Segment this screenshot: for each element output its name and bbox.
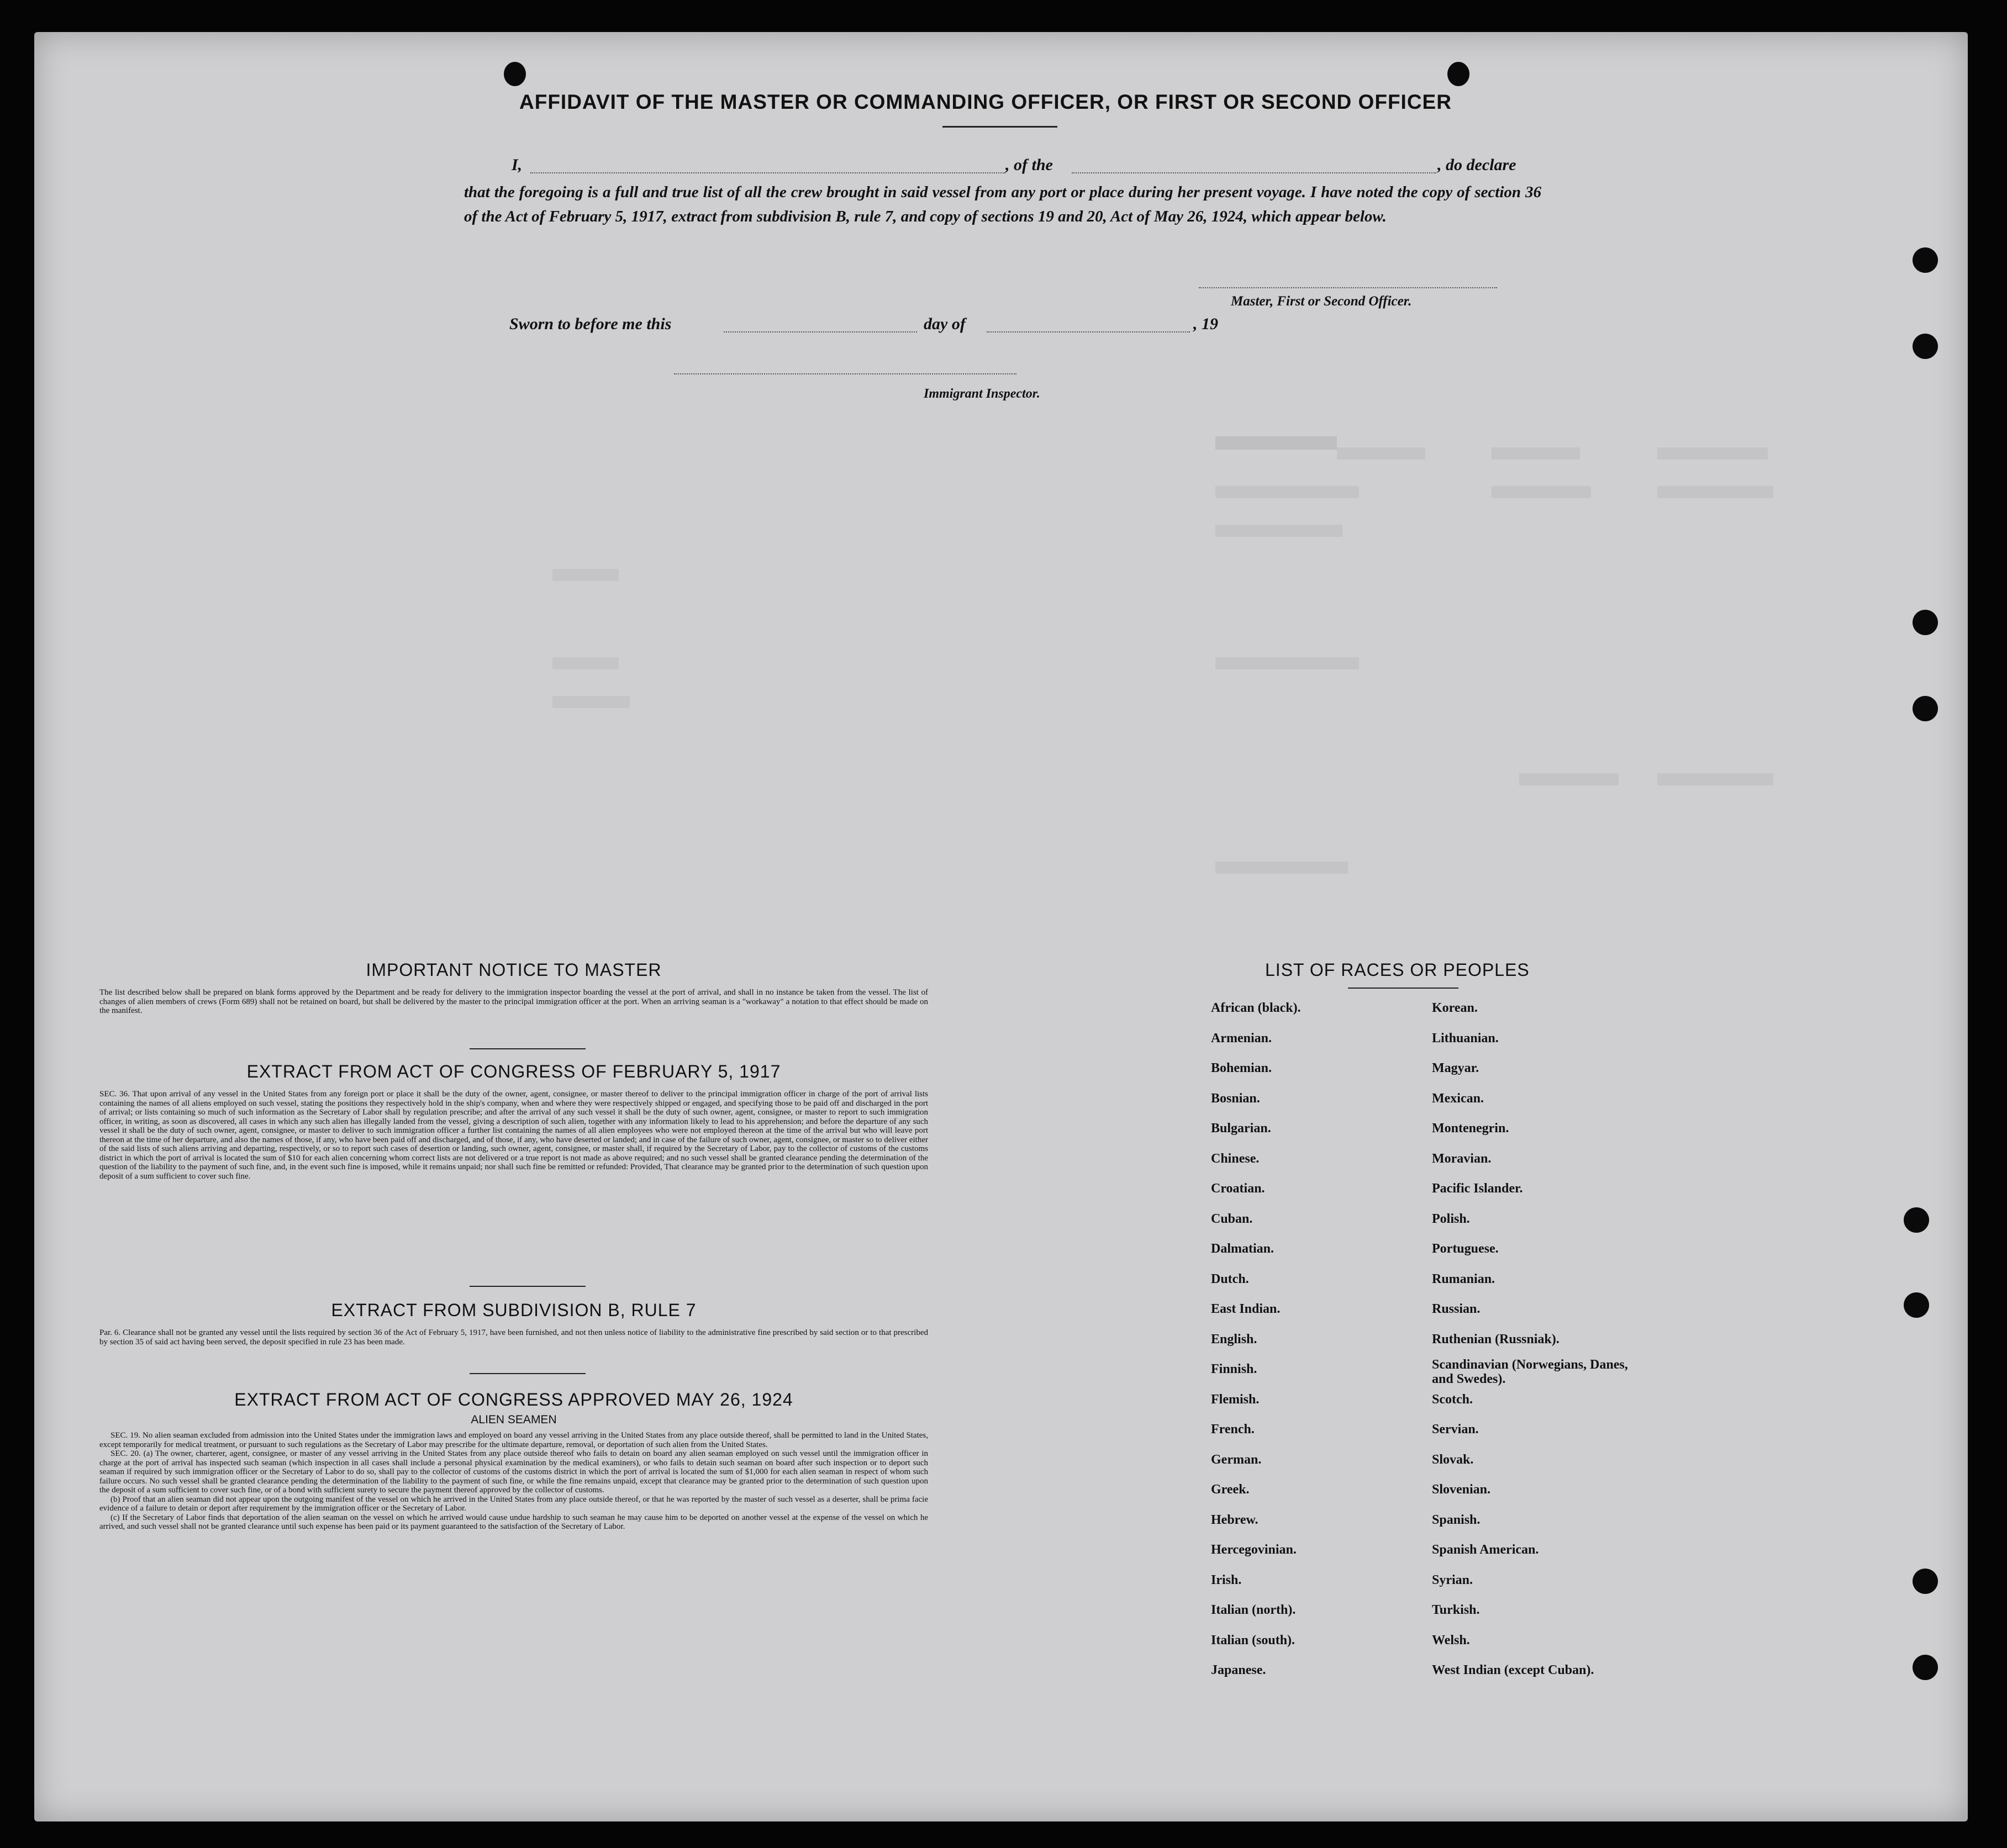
- divider: [1348, 988, 1458, 989]
- sworn-label: Sworn to before me this: [509, 315, 672, 333]
- race-item: Korean.: [1432, 1001, 1478, 1015]
- race-item: Armenian.: [1211, 1031, 1272, 1046]
- year-label: , 19: [1193, 315, 1218, 333]
- affidavit-title: AFFIDAVIT OF THE MASTER OR COMMANDING OFFICER, OR FIRST OR SECOND OFFICER: [519, 91, 1452, 113]
- document-page: [34, 32, 1968, 1821]
- binder-hole: [1913, 1569, 1938, 1594]
- race-item: Servian.: [1432, 1422, 1479, 1437]
- race-item: Croatian.: [1211, 1181, 1265, 1196]
- race-item: Moravian.: [1432, 1151, 1492, 1166]
- divider: [470, 1373, 586, 1374]
- race-item: Dutch.: [1211, 1271, 1249, 1286]
- race-item: Chinese.: [1211, 1151, 1260, 1166]
- race-item: Cuban.: [1211, 1211, 1253, 1226]
- race-item: Hercegovinian.: [1211, 1543, 1297, 1557]
- day-of-label: day of: [924, 315, 966, 333]
- race-item: English.: [1211, 1332, 1257, 1347]
- race-item: Flemish.: [1211, 1392, 1260, 1407]
- inspector-signature-label: Immigrant Inspector.: [924, 387, 1040, 401]
- race-item: Italian (south).: [1211, 1633, 1295, 1648]
- master-signature-line[interactable]: [1199, 287, 1497, 288]
- race-item: West Indian (except Cuban).: [1432, 1663, 1594, 1677]
- binder-hole: [1913, 1655, 1938, 1680]
- extract-1917-section: [99, 1062, 928, 1181]
- rule7-section: [99, 1300, 928, 1347]
- race-item: Spanish.: [1432, 1512, 1481, 1527]
- race-item: French.: [1211, 1422, 1255, 1437]
- extract-1917-title: EXTRACT FROM ACT OF CONGRESS OF FEBRUARY 5, 1917: [246, 1062, 781, 1081]
- race-item: Polish.: [1432, 1211, 1470, 1226]
- sec-20b-text: (b) Proof that an alien seaman did not appear upon the outgoing manifest of the vessel on which he arrived in the United States from any place outside thereof, or that he was reported by the master of such vessel as a deserter, shall be prima facie evidence of a failure to detain or deport after requirement by the immigration officer or the Secretary of Labor.: [99, 1495, 928, 1513]
- binder-hole: [1904, 1292, 1929, 1318]
- sworn-month-line[interactable]: [987, 331, 1190, 332]
- notice-text: The list described below shall be prepared on blank forms approved by the Department and be ready for delivery to the immigration inspector boarding the vessel at the port of arrival, and shall in no instance be taken from the vessel. The list of changes of alien members of crews (Form 689) shall not be retained on board, but shall be delivered by the master to the principal immigration officer at the port. When an arriving seaman is a "workaway" a notation to that effect should be made on the manifest.: [99, 988, 928, 1015]
- do-declare-label: , do declare: [1437, 156, 1516, 174]
- race-item: Scotch.: [1432, 1392, 1473, 1407]
- race-item: Greek.: [1211, 1482, 1250, 1497]
- race-item: Russian.: [1432, 1302, 1481, 1316]
- race-item: Japanese.: [1211, 1663, 1266, 1677]
- race-item: Bulgarian.: [1211, 1121, 1271, 1136]
- race-item: East Indian.: [1211, 1302, 1281, 1316]
- punch-hole: [504, 62, 526, 86]
- sworn-day-line[interactable]: [724, 331, 917, 332]
- notice-title: IMPORTANT NOTICE TO MASTER: [366, 960, 662, 980]
- race-item: Bosnian.: [1211, 1091, 1260, 1106]
- punch-hole: [1447, 62, 1469, 86]
- divider: [942, 126, 1057, 128]
- races-title: LIST OF RACES OR PEOPLES: [1265, 960, 1530, 980]
- extract-1924-section: [99, 1390, 928, 1532]
- race-item: Scandinavian (Norwegians, Danes, and Swedes).: [1432, 1358, 1628, 1386]
- binder-hole: [1913, 334, 1938, 359]
- race-item: Slovak.: [1432, 1452, 1474, 1467]
- extract-1917-text: SEC. 36. That upon arrival of any vessel in the United States from any foreign port or place it shall be the duty of the owner, agent, consignee, or master thereof to deliver to the principal immigration officer in charge of the port of arrival lists containing the names of all aliens employed on such vessel, stating the positions they respectively hold in the ship's company, when and where they were respectively shipped or engaged, and specifying those to be paid off and discharged in the port of arrival; or lists containing so much of such information as the Secretary of Labor shall by regulation prescribe; and after the arrival of any such vessel it shall be the duty of such owner, agent, consignee, or master to report to such immigration officer, in writing, as soon as discovered, all cases in which any such alien has illegally landed from the vessel, giving a description of such alien, together with any information likely to lead to his apprehension; and before the departure of any such vessel it shall be the duty of such owner, agent, consignee, or master to deliver to such immigration officer a further list containing the names of all alien employees who were not employed thereon at the time of the arrival but who will leave port thereon at the time of her departure, and also the names of those, if any, who have been paid off and discharged, and of those, if any, who have deserted or landed; and in case of the failure of such owner, agent, consignee, or master so to deliver either of the said lists of such aliens arriving and departing, respectively, or so to report such cases of desertion or landing, such owner, agent, consignee, or master shall, if required by the Secretary of Labor, pay to the collector of customs of the customs district in which the port of arrival is located the sum of $10 for each alien concerning whom correct lists are not delivered or a true report is not made as above required; and no such vessel shall be granted clearance pending the determination of the question of the liability to the payment of such fine, and, in the event such fine is imposed, while it remains unpaid; nor shall such fine be remitted or refunded: Provided, That clearance may be granted prior to the determination of such question upon deposit of a sum sufficient to cover such fine.: [99, 1090, 928, 1181]
- race-item: Hebrew.: [1211, 1512, 1258, 1527]
- affidavit-i-label: I,: [512, 156, 523, 174]
- race-item: Ruthenian (Russniak).: [1432, 1332, 1560, 1347]
- binder-hole: [1913, 247, 1938, 273]
- divider: [470, 1048, 586, 1049]
- race-item: German.: [1211, 1452, 1262, 1467]
- race-item: Portuguese.: [1432, 1242, 1499, 1256]
- binder-hole: [1913, 610, 1938, 635]
- affidavit-body: that the foregoing is a full and true list of all the crew brought in said vessel from any port or place during her present voyage. I have noted the copy of section 36 of the Act of February 5, 1917, extract from subdivision B, rule 7, and copy of sections 19 and 20, Act of May 26, 1924, which appear below.: [464, 183, 1541, 225]
- race-item: Finnish.: [1211, 1362, 1257, 1376]
- rule7-text: Par. 6. Clearance shall not be granted any vessel until the lists required by section 36 of the Act of February 5, 1917, have been furnished, and not then unless notice of liability to the administrative fine prescribed by said section or to that prescribed by section 35 of said act having been served, the deposit specified in rule 23 has been made.: [99, 1328, 928, 1347]
- race-item: Irish.: [1211, 1572, 1242, 1587]
- race-item: Syrian.: [1432, 1572, 1473, 1587]
- race-item: Mexican.: [1432, 1091, 1484, 1106]
- vessel-blank-line[interactable]: [1072, 172, 1436, 173]
- master-signature-label: Master, First or Second Officer.: [1231, 294, 1412, 309]
- race-item: Magyar.: [1432, 1061, 1479, 1075]
- race-item: Slovenian.: [1432, 1482, 1491, 1497]
- alien-seamen-subtitle: ALIEN SEAMEN: [471, 1413, 557, 1426]
- race-item: Rumanian.: [1432, 1271, 1495, 1286]
- rule7-title: EXTRACT FROM SUBDIVISION B, RULE 7: [331, 1300, 697, 1320]
- sec-20c-text: (c) If the Secretary of Labor finds that deportation of the alien seaman on the vessel on which he arrived would cause undue hardship to such seaman he may cause him to be deported on another vessel at the expense of the vessel on which he arrived, and such vessel shall not be granted clearance until such expense has been paid or its payment guaranteed to the satisfaction of the Secretary of Labor.: [99, 1513, 928, 1531]
- race-item: Italian (north).: [1211, 1603, 1296, 1617]
- race-item: Turkish.: [1432, 1603, 1480, 1617]
- race-item: Pacific Islander.: [1432, 1181, 1523, 1196]
- sec-19-text: SEC. 19. No alien seaman excluded from admission into the United States under the immigration laws and employed on board any vessel arriving in the United States from any place outside thereof, shall be permitted to land in the United States, except temporarily for medical treatment, or pursuant to such regulations as the Secretary of Labor may prescribe for the ultimate departure, removal, or deportation of such alien from the United States.: [99, 1431, 928, 1449]
- race-item: Spanish American.: [1432, 1543, 1539, 1557]
- inspector-signature-line[interactable]: [674, 373, 1016, 374]
- binder-hole: [1904, 1207, 1929, 1233]
- extract-1924-title: EXTRACT FROM ACT OF CONGRESS APPROVED MAY 26, 1924: [234, 1390, 793, 1409]
- race-item: Bohemian.: [1211, 1061, 1272, 1075]
- race-item: Montenegrin.: [1432, 1121, 1509, 1136]
- binder-hole: [1913, 696, 1938, 721]
- race-item: Dalmatian.: [1211, 1242, 1274, 1256]
- race-item: Lithuanian.: [1432, 1031, 1499, 1046]
- notice-section: [99, 960, 928, 1016]
- of-the-label: , of the: [1005, 156, 1053, 174]
- divider: [470, 1286, 586, 1287]
- sec-20-text: SEC. 20. (a) The owner, charterer, agent, consignee, or master of any vessel arriving in the United States from any place outside thereof who fails to detain on board any alien seaman employed on such vessel until the immigration officer in charge at the port of arrival has inspected such seaman (which inspection in all cases shall include a personal physical examination by the medical examiners), or who fails to detain such seaman on board after such inspection or to deport such seaman if required by such immigration officer or the Secretary of Labor to do so, shall pay to the collector of customs of the customs district in which the port of arrival is located the sum of $1,000 for each alien seaman in respect of whom such failure occurs. No such vessel shall be granted clearance pending the determination of the liability to the payment of such fine, or while the fine remains unpaid, except that clearance may be granted prior to the determination of such question upon the deposit of a sum sufficient to cover such fine, or of a bond with sufficient surety to secure the payment thereof approved by the collector of customs.: [99, 1449, 928, 1495]
- race-item: Welsh.: [1432, 1633, 1470, 1648]
- race-item: African (black).: [1211, 1001, 1301, 1015]
- name-blank-line[interactable]: [530, 172, 1005, 173]
